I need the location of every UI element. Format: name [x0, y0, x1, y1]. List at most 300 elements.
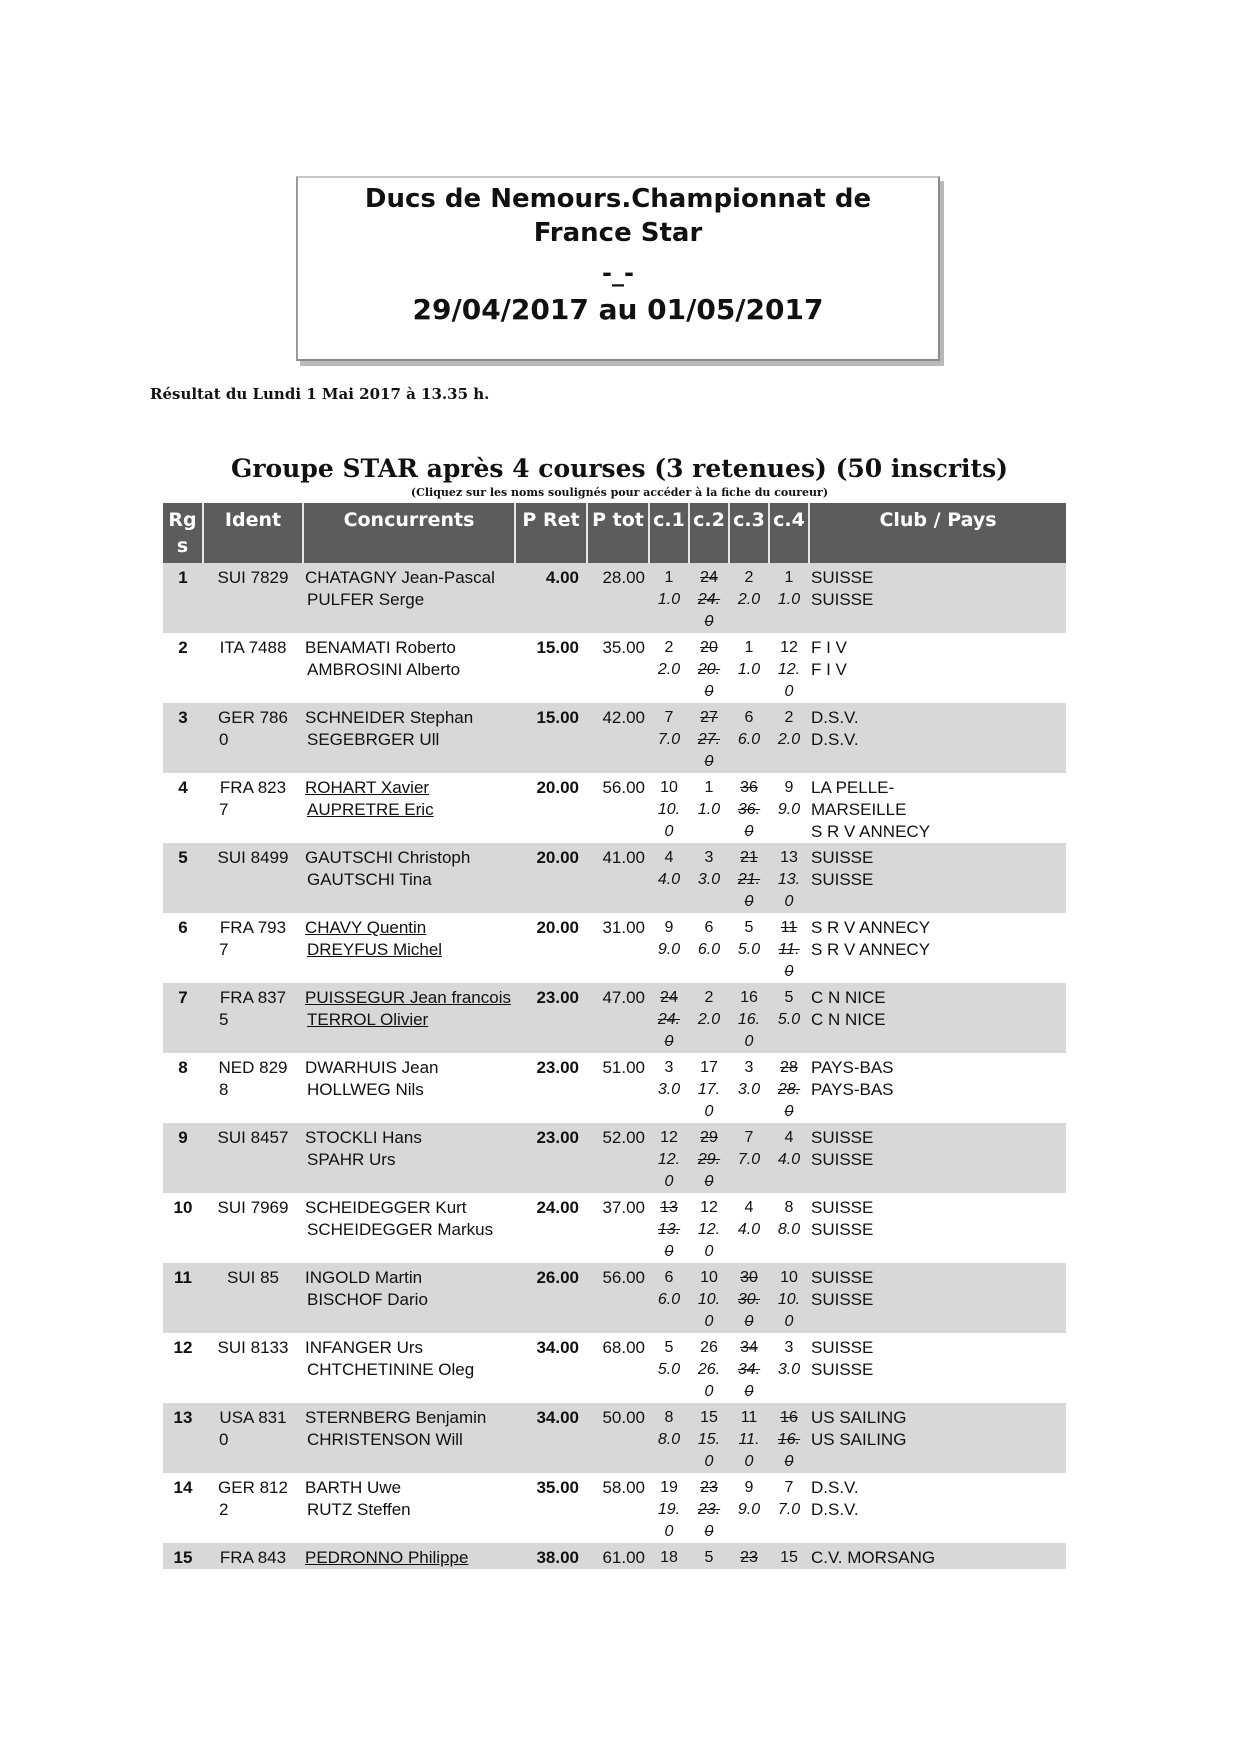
points-total: 35.00	[587, 633, 649, 703]
nation-code: GER	[218, 1478, 255, 1497]
crew-name: AMBROSINI Alberto	[307, 660, 461, 679]
club-line-3: S R V ANNECY	[811, 822, 931, 841]
club-cell	[809, 1333, 1066, 1403]
points-total: 47.00	[587, 983, 649, 1053]
race-1-cell	[649, 913, 689, 983]
nation-code: SUI	[217, 1198, 246, 1217]
sail-number-cont: 2	[219, 1500, 229, 1519]
race-4-cell	[769, 913, 809, 983]
sail-number: 823	[257, 778, 287, 797]
race-place: 12	[660, 1129, 678, 1146]
race-points: 5.0	[777, 1011, 801, 1028]
race-points: 12.	[657, 1151, 681, 1168]
ident-cell	[203, 1403, 303, 1473]
race-points: 34.	[737, 1361, 761, 1378]
club-line-1: SUISSE	[811, 1128, 874, 1147]
nation-code: SUI	[217, 1128, 246, 1147]
concurrents-cell	[303, 1543, 515, 1569]
concurrents-cell	[303, 1053, 515, 1123]
skipper-name: SCHNEIDER Stephan	[305, 708, 474, 727]
ident-cell	[203, 983, 303, 1053]
race-3-cell	[729, 1193, 769, 1263]
results-table-body	[163, 563, 1066, 1569]
table-row	[163, 1123, 1066, 1193]
crew-name[interactable]: TERROL Olivier	[307, 1010, 429, 1029]
club-cell	[809, 1543, 1066, 1569]
table-row	[163, 703, 1066, 773]
ident-cell	[203, 1473, 303, 1543]
club-line-1: C.V. MORSANG	[811, 1548, 936, 1567]
race-4-cell	[769, 633, 809, 703]
skipper-name[interactable]: CHAVY Quentin	[305, 918, 427, 937]
race-place: 6	[664, 1269, 674, 1286]
race-points: 23.	[697, 1501, 721, 1518]
race-points: 21.	[737, 871, 761, 888]
race-4-cell	[769, 1543, 809, 1569]
race-place: 2	[744, 569, 754, 586]
race-points-cont: 0	[704, 1173, 714, 1190]
nation-code: FRA	[219, 778, 253, 797]
rank-cell: 4	[163, 773, 203, 843]
table-row	[163, 1053, 1066, 1123]
skipper-name: STOCKLI Hans	[305, 1128, 422, 1147]
points-retained: 26.00	[515, 1263, 587, 1333]
race-1-cell	[649, 1123, 689, 1193]
club-cell	[809, 1473, 1066, 1543]
race-3-cell	[729, 1473, 769, 1543]
concurrents-cell	[303, 773, 515, 843]
points-retained: 20.00	[515, 773, 587, 843]
race-points-cont: 0	[784, 1453, 794, 1470]
race-place: 2	[664, 639, 674, 656]
race-2-cell	[689, 1543, 729, 1569]
race-3-cell	[729, 843, 769, 913]
race-points-cont: 0	[784, 963, 794, 980]
race-place: 29	[700, 1129, 718, 1146]
race-place: 4	[744, 1199, 754, 1216]
race-points: 17.	[697, 1081, 721, 1098]
club-line-1: S R V ANNECY	[811, 918, 931, 937]
points-retained: 34.00	[515, 1333, 587, 1403]
points-total: 58.00	[587, 1473, 649, 1543]
race-points: 27.	[697, 731, 721, 748]
race-points: 7.0	[737, 1151, 761, 1168]
col-header-c3: c.3	[729, 503, 769, 563]
race-points: 36.	[737, 801, 761, 818]
race-place: 9	[744, 1479, 754, 1496]
rank-cell: 3	[163, 703, 203, 773]
race-place: 34	[740, 1339, 758, 1356]
race-place: 13	[780, 849, 798, 866]
race-4-cell	[769, 1403, 809, 1473]
ident-cell	[203, 563, 303, 633]
col-header-c4: c.4	[769, 503, 809, 563]
crew-name[interactable]: AUPRETRE Eric	[307, 800, 434, 819]
rank-cell: 6	[163, 913, 203, 983]
race-2-cell	[689, 1123, 729, 1193]
race-2-cell	[689, 1473, 729, 1543]
race-points: 3.0	[697, 871, 721, 888]
race-3-cell	[729, 563, 769, 633]
club-line-2: C N NICE	[811, 1010, 886, 1029]
race-points: 16.	[777, 1431, 801, 1448]
ident-cell	[203, 843, 303, 913]
race-points: 12.	[777, 661, 801, 678]
concurrents-cell	[303, 1473, 515, 1543]
race-place: 1	[664, 569, 674, 586]
skipper-name: BENAMATI Roberto	[305, 638, 456, 657]
points-total: 28.00	[587, 563, 649, 633]
skipper-name: CHATAGNY Jean-Pascal	[305, 568, 495, 587]
club-line-1: US SAILING	[811, 1408, 907, 1427]
race-place: 1	[704, 779, 714, 796]
race-points: 8.0	[777, 1221, 801, 1238]
race-place: 12	[780, 639, 798, 656]
race-place: 16	[780, 1409, 798, 1426]
club-line-2: SUISSE	[811, 1150, 874, 1169]
race-place: 5	[664, 1339, 674, 1356]
race-place: 7	[784, 1479, 794, 1496]
points-total: 50.00	[587, 1403, 649, 1473]
race-4-cell	[769, 983, 809, 1053]
race-2-cell	[689, 983, 729, 1053]
nation-code: SUI	[227, 1268, 256, 1287]
sail-number: 7969	[250, 1198, 289, 1217]
club-line-1: F I V	[811, 638, 847, 657]
result-timestamp: Résultat du Lundi 1 Mai 2017 à 13.35 h.	[150, 385, 490, 403]
race-2-cell	[689, 1403, 729, 1473]
table-row	[163, 1543, 1066, 1569]
club-line-1: LA PELLE-	[811, 778, 895, 797]
table-row	[163, 1403, 1066, 1473]
nation-code: SUI	[217, 848, 246, 867]
race-4-cell	[769, 843, 809, 913]
race-place: 30	[740, 1269, 758, 1286]
points-retained: 38.00	[515, 1543, 587, 1569]
sail-number: 7829	[250, 568, 289, 587]
club-cell	[809, 633, 1066, 703]
crew-name: CHRISTENSON Will	[307, 1430, 463, 1449]
ident-cell	[203, 913, 303, 983]
points-total: 31.00	[587, 913, 649, 983]
race-3-cell	[729, 1403, 769, 1473]
ident-cell	[203, 773, 303, 843]
club-line-2: PAYS-BAS	[811, 1080, 894, 1099]
concurrents-cell	[303, 983, 515, 1053]
race-1-cell	[649, 1333, 689, 1403]
race-place: 15	[780, 1549, 798, 1566]
crew-name[interactable]: DREYFUS Michel	[307, 940, 443, 959]
points-total: 56.00	[587, 773, 649, 843]
club-line-1: PAYS-BAS	[811, 1058, 894, 1077]
ident-cell	[203, 1543, 303, 1569]
concurrents-cell	[303, 1263, 515, 1333]
race-points: 26.	[697, 1361, 721, 1378]
race-points: 3.0	[657, 1081, 681, 1098]
race-points-cont: 0	[664, 1243, 674, 1260]
race-points: 4.0	[657, 871, 681, 888]
race-2-cell	[689, 1333, 729, 1403]
race-place: 5	[744, 919, 754, 936]
col-header-ptot: P tot	[587, 503, 649, 563]
nation-code: NED	[218, 1058, 255, 1077]
sail-number: 812	[259, 1478, 288, 1497]
sail-number: 837	[257, 988, 287, 1007]
event-title-line-1: Ducs de Nemours.Championnat de	[364, 184, 872, 214]
race-4-cell	[769, 1123, 809, 1193]
race-place: 10	[700, 1269, 718, 1286]
race-place: 7	[744, 1129, 754, 1146]
rank-cell: 9	[163, 1123, 203, 1193]
club-line-1: D.S.V.	[811, 1478, 859, 1497]
title-separator: -_-	[602, 259, 634, 287]
sail-number: 8457	[250, 1128, 289, 1147]
club-line-1: SUISSE	[811, 568, 874, 587]
points-total: 52.00	[587, 1123, 649, 1193]
race-4-cell	[769, 1053, 809, 1123]
table-row	[163, 843, 1066, 913]
nation-code: SUI	[217, 1338, 246, 1357]
col-header-c2: c.2	[689, 503, 729, 563]
skipper-name: INGOLD Martin	[305, 1268, 423, 1287]
race-place: 11	[780, 919, 798, 936]
race-points: 7.0	[657, 731, 681, 748]
race-points: 3.0	[737, 1081, 761, 1098]
club-line-1: C N NICE	[811, 988, 886, 1007]
race-points: 2.0	[737, 591, 761, 608]
race-place: 3	[784, 1339, 794, 1356]
race-place: 3	[664, 1059, 674, 1076]
table-row	[163, 1263, 1066, 1333]
group-title: Groupe STAR après 4 courses (3 retenues) (50 inscrits)	[230, 454, 1008, 483]
col-header-club: Club / Pays	[809, 503, 1066, 563]
table-row	[163, 983, 1066, 1053]
race-points: 4.0	[777, 1151, 801, 1168]
club-line-2: SUISSE	[811, 1360, 874, 1379]
concurrents-cell	[303, 1333, 515, 1403]
table-row	[163, 1333, 1066, 1403]
sail-number: 829	[259, 1058, 288, 1077]
sail-number: 831	[258, 1408, 287, 1427]
col-header-c1: c.1	[649, 503, 689, 563]
race-points: 5.0	[657, 1361, 681, 1378]
race-points-cont: 0	[744, 1453, 754, 1470]
skipper-name: DWARHUIS Jean	[305, 1058, 439, 1077]
race-points: 1.0	[777, 591, 801, 608]
race-3-cell	[729, 1053, 769, 1123]
race-points-cont: 0	[744, 1313, 754, 1330]
race-3-cell	[729, 633, 769, 703]
skipper-name: INFANGER Urs	[305, 1338, 424, 1357]
race-place: 4	[784, 1129, 794, 1146]
race-points: 8.0	[657, 1431, 681, 1448]
race-place: 10	[660, 779, 678, 796]
race-1-cell	[649, 1193, 689, 1263]
race-place: 26	[700, 1339, 718, 1356]
rank-cell: 5	[163, 843, 203, 913]
race-3-cell	[729, 1543, 769, 1569]
nation-code: ITA	[219, 638, 244, 657]
race-2-cell	[689, 1263, 729, 1333]
race-place: 9	[664, 919, 674, 936]
race-points: 30.	[737, 1291, 761, 1308]
sail-number: 85	[260, 1268, 279, 1287]
rank-cell: 11	[163, 1263, 203, 1333]
club-cell	[809, 563, 1066, 633]
race-place: 9	[784, 779, 794, 796]
race-points-cont: 0	[664, 1523, 674, 1540]
race-points-cont: 0	[704, 683, 714, 700]
club-line-2: SUISSE	[811, 590, 874, 609]
race-place: 6	[704, 919, 714, 936]
ident-cell	[203, 1263, 303, 1333]
points-total: 41.00	[587, 843, 649, 913]
sail-number: 793	[257, 918, 287, 937]
race-4-cell	[769, 703, 809, 773]
race-place: 24	[660, 989, 678, 1006]
sail-number-cont: 0	[219, 730, 229, 749]
concurrents-cell	[303, 1193, 515, 1263]
ident-cell	[203, 633, 303, 703]
ident-cell	[203, 1193, 303, 1263]
club-line-2: MARSEILLE	[811, 800, 907, 819]
skipper-name: GAUTSCHI Christoph	[305, 848, 471, 867]
race-points: 13.	[777, 871, 801, 888]
club-line-2: SUISSE	[811, 1290, 874, 1309]
race-place: 36	[740, 779, 758, 796]
group-note: (Cliquez sur les noms soulignés pour accéder à la fiche du coureur)	[410, 486, 829, 499]
race-points: 6.0	[657, 1291, 681, 1308]
race-points: 1.0	[697, 801, 721, 818]
race-points: 16.	[737, 1011, 761, 1028]
club-line-2: SUISSE	[811, 870, 874, 889]
race-2-cell	[689, 1053, 729, 1123]
race-points-cont: 0	[784, 1103, 794, 1120]
race-3-cell	[729, 983, 769, 1053]
concurrents-cell	[303, 563, 515, 633]
race-1-cell	[649, 633, 689, 703]
race-points: 7.0	[777, 1501, 801, 1518]
sail-number-cont: 5	[219, 1010, 229, 1029]
nation-code: USA	[219, 1408, 254, 1427]
rank-cell: 10	[163, 1193, 203, 1263]
race-points: 10.	[777, 1291, 801, 1308]
race-place: 3	[744, 1059, 754, 1076]
points-retained: 23.00	[515, 1123, 587, 1193]
concurrents-cell	[303, 633, 515, 703]
club-cell	[809, 1403, 1066, 1473]
crew-name: SPAHR Urs	[307, 1150, 396, 1169]
race-points: 4.0	[737, 1221, 761, 1238]
race-4-cell	[769, 1193, 809, 1263]
race-points-cont: 0	[784, 1313, 794, 1330]
race-1-cell	[649, 773, 689, 843]
title-box	[296, 176, 940, 361]
race-points-cont: 0	[744, 1383, 754, 1400]
sail-number-cont: 7	[219, 940, 229, 959]
skipper-name[interactable]: PUISSEGUR Jean francois	[305, 988, 511, 1007]
concurrents-cell	[303, 843, 515, 913]
ident-cell	[203, 1333, 303, 1403]
race-points: 5.0	[737, 941, 761, 958]
table-row	[163, 773, 1066, 843]
club-cell	[809, 1123, 1066, 1193]
race-place: 5	[704, 1549, 714, 1566]
race-place: 21	[740, 849, 758, 866]
race-place: 2	[784, 709, 794, 726]
table-row	[163, 563, 1066, 633]
club-line-1: SUISSE	[811, 1338, 874, 1357]
nation-code: FRA	[219, 918, 253, 937]
points-retained: 15.00	[515, 633, 587, 703]
event-title-line-2: France Star	[533, 218, 703, 248]
race-place: 2	[704, 989, 714, 1006]
race-points-cont: 0	[704, 613, 714, 630]
club-cell	[809, 1193, 1066, 1263]
race-1-cell	[649, 843, 689, 913]
race-points: 13.	[657, 1221, 681, 1238]
race-points-cont: 0	[744, 1033, 754, 1050]
rank-cell: 1	[163, 563, 203, 633]
points-retained: 23.00	[515, 1053, 587, 1123]
crew-name: GAUTSCHI Tina	[307, 870, 432, 889]
race-points-cont: 0	[784, 683, 794, 700]
race-4-cell	[769, 563, 809, 633]
race-place: 12	[700, 1199, 718, 1216]
club-line-1: SUISSE	[811, 848, 874, 867]
race-3-cell	[729, 1123, 769, 1193]
race-place: 17	[700, 1059, 718, 1076]
race-4-cell	[769, 1333, 809, 1403]
concurrents-cell	[303, 1123, 515, 1193]
skipper-name[interactable]: ROHART Xavier	[305, 778, 430, 797]
ident-cell	[203, 1053, 303, 1123]
club-cell	[809, 1263, 1066, 1333]
race-place: 11	[740, 1409, 758, 1426]
race-place: 28	[780, 1059, 798, 1076]
sail-number: 8133	[250, 1338, 289, 1357]
skipper-name[interactable]: PEDRONNO Philippe	[305, 1548, 469, 1567]
points-retained: 23.00	[515, 983, 587, 1053]
results-table	[163, 503, 1066, 1569]
skipper-name: SCHEIDEGGER Kurt	[305, 1198, 467, 1217]
race-4-cell	[769, 1263, 809, 1333]
rank-cell: 8	[163, 1053, 203, 1123]
ident-cell	[203, 703, 303, 773]
points-total: 42.00	[587, 703, 649, 773]
race-points-cont: 0	[744, 893, 754, 910]
nation-code: FRA	[219, 988, 253, 1007]
race-1-cell	[649, 1403, 689, 1473]
rank-cell: 2	[163, 633, 203, 703]
race-2-cell	[689, 773, 729, 843]
points-retained: 15.00	[515, 703, 587, 773]
points-retained: 24.00	[515, 1193, 587, 1263]
race-2-cell	[689, 633, 729, 703]
points-retained: 20.00	[515, 843, 587, 913]
club-line-2: US SAILING	[811, 1430, 907, 1449]
nation-code: GER	[218, 708, 255, 727]
race-points-cont: 0	[704, 1383, 714, 1400]
race-place: 19	[660, 1479, 678, 1496]
race-place: 5	[784, 989, 794, 1006]
table-row	[163, 1473, 1066, 1543]
race-place: 10	[780, 1269, 798, 1286]
points-retained: 20.00	[515, 913, 587, 983]
race-1-cell	[649, 1543, 689, 1569]
crew-name: HOLLWEG Nils	[307, 1080, 424, 1099]
race-place: 27	[700, 709, 718, 726]
